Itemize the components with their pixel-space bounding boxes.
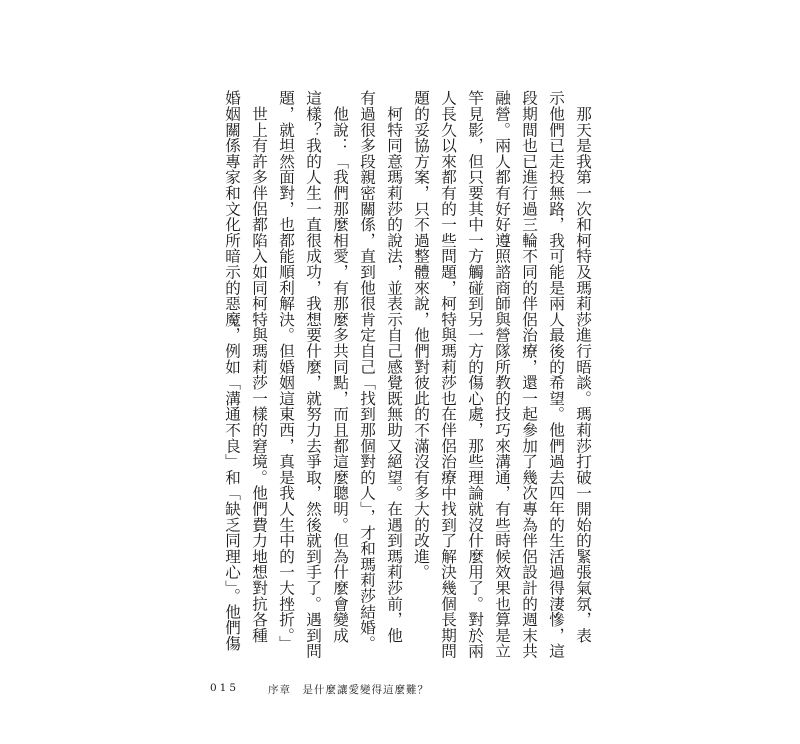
text-column: 竿見影，但只要其中一方觸碰到另一方的傷心處，那些理論就沒什麼用了。對於兩 [466, 90, 484, 659]
text-column: 柯特同意瑪莉莎的說法，並表示自己感覺既無助又絕望。在遇到瑪莉莎前，他 [385, 90, 403, 643]
text-column: 題，就坦然面對，也都能順利解決。但婚姻這東西，真是我人生中的一大挫折。」 [277, 90, 295, 651]
text-column: 這樣？我的人生一直很成功，我想要什麼，就努力去爭取，然後就到手了。遇到問 [304, 90, 322, 659]
text-column: 婚姻關係專家和文化所暗示的惡魔，例如「溝通不良」和「缺乏同理心」。他們傷 [223, 90, 241, 651]
text-column: 世上有許多伴侶都陷入如同柯特與瑪莉莎一樣的窘境。他們費力地想對抗各種 [250, 90, 268, 643]
running-head: 序章 是什麼讓愛變得這麼難？ [268, 684, 429, 696]
text-column: 段期間也已進行過三輪不同的伴侶治療，還一起參加了幾次專為伴侶設計的週末共 [520, 90, 538, 659]
text-column: 有過很多段親密關係，直到他很肯定自己「找到那個對的人」，才和瑪莉莎結婚。 [358, 90, 376, 651]
text-column: 題的妥協方案，只不過整體來說，他們對彼此的不滿沒有多大的改進。 [412, 90, 430, 580]
text-column: 他說：「我們那麼相愛，有那麼多共同點，而且都這麼聰明。但為什麼會變成 [331, 90, 349, 643]
text-column: 示他們已走投無路，我可能是兩人最後的希望。他們過去四年的生活過得淒慘，這 [547, 90, 565, 659]
text-column: 融營。兩人都有好好遵照諮商師與營隊所教的技巧來溝通，有些時候效果也算是立 [493, 90, 511, 659]
text-column: 那天是我第一次和柯特及瑪莉莎進行晤談。瑪莉莎打破一開始的緊張氣氛，表 [574, 90, 592, 643]
page-number: 015 [210, 682, 240, 694]
body-text [210, 90, 592, 659]
text-column: 人長久以來都有的一些問題，柯特與瑪莉莎也在伴侶治療中找到了解決幾個長期問 [439, 90, 457, 659]
